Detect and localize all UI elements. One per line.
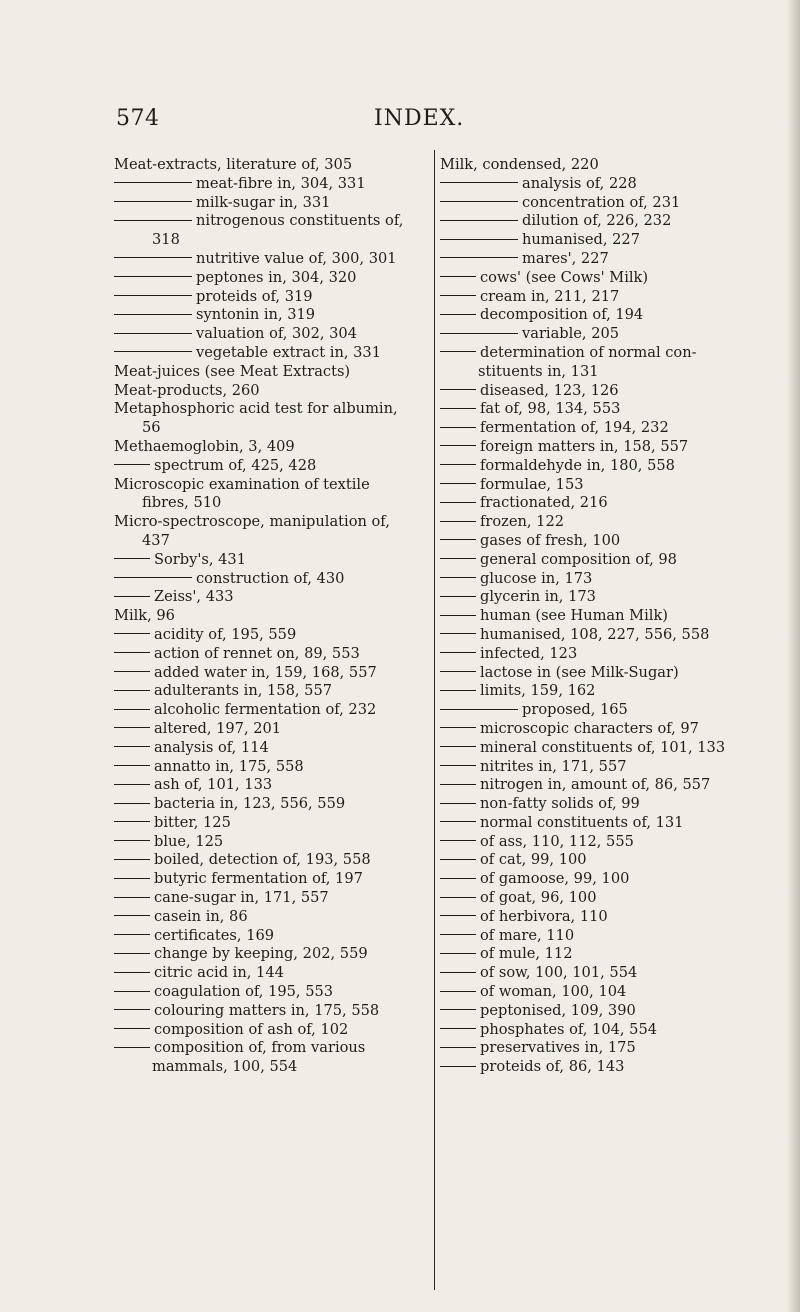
index-entry-text: decomposition of, 194 [480, 306, 644, 324]
index-entry-text: cane-sugar in, 171, 557 [154, 889, 329, 907]
index-entry [114, 382, 430, 401]
index-entry-text: proteids of, 86, 143 [480, 1058, 625, 1076]
index-entry [440, 269, 762, 288]
index-entry [114, 588, 430, 607]
ditto-dash [440, 652, 476, 653]
index-entry-text: general composition of, 98 [480, 550, 677, 568]
index-entry-text: microscopic characters of, 97 [480, 719, 699, 737]
index-entry [114, 156, 430, 175]
ditto-dash [440, 521, 476, 522]
index-entry [440, 664, 762, 683]
index-entry [440, 645, 762, 664]
ditto-dash [114, 915, 150, 916]
ditto-dash [440, 934, 476, 935]
index-entry [114, 701, 430, 720]
ditto-dash [114, 972, 150, 973]
index-entry [114, 776, 430, 795]
index-entry-text: fractionated, 216 [480, 494, 608, 512]
index-entry-text: frozen, 122 [480, 513, 565, 531]
ditto-dash [114, 690, 150, 691]
index-entry [114, 1039, 430, 1058]
index-column-right [440, 156, 762, 1312]
index-entry [114, 175, 430, 194]
index-entry-text: analysis of, 228 [522, 174, 637, 192]
index-entry-text: nitrogen in, amount of, 86, 557 [480, 776, 711, 794]
index-entry-text: alcoholic fermentation of, 232 [154, 701, 377, 719]
ditto-dash [440, 295, 476, 296]
ditto-dash [440, 727, 476, 728]
ditto-dash [114, 878, 150, 879]
index-entry-text: Micro-spectroscope, manipulation of, [114, 513, 390, 531]
index-entry [440, 175, 762, 194]
index-entry [440, 344, 762, 363]
index-entry [114, 870, 430, 889]
index-entry-text: formaldehyde in, 180, 558 [480, 456, 675, 474]
index-entry-text: Meat-juices (see Meat Extracts) [114, 362, 351, 380]
index-entry-text: fermentation of, 194, 232 [480, 419, 669, 437]
ditto-dash [114, 295, 192, 296]
ditto-dash [440, 765, 476, 766]
ditto-dash [114, 351, 192, 352]
index-entry-text: Metaphosphoric acid test for albumin, [114, 400, 398, 418]
index-entry [114, 212, 430, 231]
index-entry-text: blue, 125 [154, 832, 224, 850]
index-entry [440, 1039, 762, 1058]
index-entry-text: concentration of, 231 [522, 193, 681, 211]
index-entry-text: Milk, 96 [114, 607, 175, 625]
index-entry-text: non-fatty solids of, 99 [480, 795, 640, 813]
ditto-dash [114, 257, 192, 258]
index-entry-text: ash of, 101, 133 [154, 776, 273, 794]
index-entry [114, 814, 430, 833]
index-entry-text: of ass, 110, 112, 555 [480, 832, 634, 850]
index-entry-text: boiled, detection of, 193, 558 [154, 851, 371, 869]
index-entry [440, 983, 762, 1002]
ditto-dash [114, 314, 192, 315]
index-entry [114, 964, 430, 983]
index-entry [440, 513, 762, 532]
index-entry [440, 1058, 762, 1077]
index-entry [440, 833, 762, 852]
ditto-dash [440, 840, 476, 841]
index-entry-text: glucose in, 173 [480, 569, 593, 587]
ditto-dash [440, 483, 476, 484]
ditto-dash [440, 615, 476, 616]
ditto-dash [440, 464, 476, 465]
index-entry [440, 945, 762, 964]
ditto-dash [114, 558, 150, 559]
index-entry [440, 720, 762, 739]
index-entry [114, 570, 430, 589]
index-entry-text: spectrum of, 425, 428 [154, 456, 317, 474]
ditto-dash [114, 709, 150, 710]
ditto-dash [440, 991, 476, 992]
index-entry [440, 570, 762, 589]
index-entry-text: humanised, 108, 227, 556, 558 [480, 625, 710, 643]
ditto-dash [440, 671, 476, 672]
index-entry [114, 682, 430, 701]
ditto-dash [440, 201, 518, 202]
ditto-dash [114, 633, 150, 634]
index-entry-text: proteids of, 319 [196, 287, 313, 305]
ditto-dash [440, 596, 476, 597]
index-entry [114, 927, 430, 946]
index-entry [114, 400, 430, 419]
ditto-dash [114, 577, 192, 578]
index-entry-text: peptonised, 109, 390 [480, 1001, 636, 1019]
index-entry-text: citric acid in, 144 [154, 964, 284, 982]
ditto-dash [114, 727, 150, 728]
ditto-dash [114, 765, 150, 766]
index-entry [440, 682, 762, 701]
ditto-dash [114, 784, 150, 785]
index-entry [440, 1021, 762, 1040]
index-entry [440, 363, 762, 382]
index-entry [114, 457, 430, 476]
ditto-dash [440, 1009, 476, 1010]
index-column-left [114, 156, 430, 1312]
index-entry [114, 833, 430, 852]
index-entry [440, 494, 762, 513]
index-entry [440, 551, 762, 570]
index-entry [440, 419, 762, 438]
index-entry-text: Zeiss', 433 [154, 588, 234, 606]
ditto-dash [440, 389, 476, 390]
column-divider [434, 150, 435, 1290]
index-entry-text: 437 [142, 531, 170, 549]
index-entry-text: of gamoose, 99, 100 [480, 870, 630, 888]
index-entry-text: cows' (see Cows' Milk) [480, 268, 649, 286]
index-entry [114, 645, 430, 664]
ditto-dash [440, 821, 476, 822]
index-entry-text: construction of, 430 [196, 569, 345, 587]
ditto-dash [114, 953, 150, 954]
ditto-dash [440, 502, 476, 503]
ditto-dash [440, 784, 476, 785]
index-entry [114, 758, 430, 777]
index-entry-text: glycerin in, 173 [480, 588, 596, 606]
ditto-dash [114, 991, 150, 992]
index-entry-text: adulterants in, 158, 557 [154, 682, 333, 700]
ditto-dash [440, 427, 476, 428]
index-entry [440, 382, 762, 401]
index-entry [114, 945, 430, 964]
ditto-dash [440, 915, 476, 916]
index-entry [440, 438, 762, 457]
ditto-dash [440, 690, 476, 691]
ditto-dash [440, 351, 476, 352]
index-entry-text: fibres, 510 [142, 494, 222, 512]
ditto-dash [114, 464, 150, 465]
ditto-dash [440, 878, 476, 879]
index-entry [114, 438, 430, 457]
index-entry [440, 701, 762, 720]
index-entry [440, 795, 762, 814]
index-entry [114, 269, 430, 288]
ditto-dash [440, 539, 476, 540]
ditto-dash [114, 1047, 150, 1048]
index-entry [440, 457, 762, 476]
index-entry [114, 720, 430, 739]
ditto-dash [114, 803, 150, 804]
index-entry-text: syntonin in, 319 [196, 306, 316, 324]
index-entry [114, 532, 430, 551]
index-entry [440, 964, 762, 983]
index-entry-text: nitrites in, 171, 557 [480, 757, 627, 775]
index-entry [114, 607, 430, 626]
ditto-dash [440, 257, 518, 258]
index-entry-text: certificates, 169 [154, 926, 275, 944]
index-entry-text: limits, 159, 162 [480, 682, 596, 700]
index-entry-text: Microscopic examination of textile [114, 475, 370, 493]
ditto-dash [114, 1009, 150, 1010]
index-entry [440, 814, 762, 833]
index-entry [114, 476, 430, 495]
index-entry-text: of mule, 112 [480, 945, 573, 963]
index-entry-text: annatto in, 175, 558 [154, 757, 304, 775]
index-entry-text: phosphates of, 104, 554 [480, 1020, 658, 1038]
ditto-dash [114, 671, 150, 672]
index-entry-text: of mare, 110 [480, 926, 575, 944]
ditto-dash [440, 859, 476, 860]
page-header [116, 106, 620, 138]
ditto-dash [440, 220, 518, 221]
ditto-dash [440, 314, 476, 315]
index-entry-text: of sow, 100, 101, 554 [480, 964, 638, 982]
index-entry [114, 513, 430, 532]
ditto-dash [114, 746, 150, 747]
index-entry [114, 325, 430, 344]
index-entry [440, 250, 762, 269]
ditto-dash [440, 239, 518, 240]
index-entry-text: diseased, 123, 126 [480, 381, 619, 399]
index-entry-text: butyric fermentation of, 197 [154, 870, 363, 888]
index-entry-text: stituents in, 131 [478, 362, 599, 380]
ditto-dash [440, 1066, 476, 1067]
index-entry-text: of goat, 96, 100 [480, 889, 597, 907]
index-entry-text: of cat, 99, 100 [480, 851, 587, 869]
index-entry-text: Methaemoglobin, 3, 409 [114, 437, 295, 455]
index-entry-text: foreign matters in, 158, 557 [480, 437, 689, 455]
index-entry [114, 739, 430, 758]
index-entry [440, 306, 762, 325]
index-entry-text: of herbivora, 110 [480, 907, 608, 925]
index-entry [114, 363, 430, 382]
index-entry-text: preservatives in, 175 [480, 1039, 636, 1057]
index-entry-text: composition of, from various [154, 1039, 366, 1057]
ditto-dash [114, 897, 150, 898]
index-entry [114, 889, 430, 908]
ditto-dash [440, 633, 476, 634]
index-entry-text: gases of fresh, 100 [480, 531, 621, 549]
index-entry [114, 551, 430, 570]
index-entry [440, 194, 762, 213]
index-entry [440, 607, 762, 626]
index-entry [114, 851, 430, 870]
ditto-dash [440, 897, 476, 898]
index-entry [114, 194, 430, 213]
index-entry [440, 476, 762, 495]
index-entry-text: altered, 197, 201 [154, 719, 282, 737]
index-entry-text: lactose in (see Milk-Sugar) [480, 663, 679, 681]
index-entry-text: determination of normal con- [480, 343, 697, 361]
ditto-dash [440, 709, 518, 710]
ditto-dash [440, 953, 476, 954]
index-entry [114, 1021, 430, 1040]
index-entry [440, 851, 762, 870]
index-entry-text: 318 [152, 231, 180, 249]
ditto-dash [114, 276, 192, 277]
index-entry [440, 231, 762, 250]
index-entry [440, 927, 762, 946]
index-entry-text: bitter, 125 [154, 813, 231, 831]
ditto-dash [440, 182, 518, 183]
index-entry-text: coagulation of, 195, 553 [154, 983, 334, 1001]
index-entry-text: acidity of, 195, 559 [154, 625, 297, 643]
index-entry-text: Sorby's, 431 [154, 550, 246, 568]
index-entry-text: dilution of, 226, 232 [522, 212, 672, 230]
index-entry [114, 250, 430, 269]
index-entry [114, 288, 430, 307]
index-entry [440, 288, 762, 307]
index-entry [440, 776, 762, 795]
index-entry [440, 400, 762, 419]
index-entry [114, 306, 430, 325]
ditto-dash [440, 408, 476, 409]
index-entry [440, 1002, 762, 1021]
index-entry [114, 664, 430, 683]
index-entry-text: milk-sugar in, 331 [196, 193, 331, 211]
index-entry [440, 908, 762, 927]
index-entry-text: mammals, 100, 554 [152, 1058, 298, 1076]
index-entry [114, 983, 430, 1002]
index-entry [114, 344, 430, 363]
index-entry [440, 758, 762, 777]
index-entry-text: human (see Human Milk) [480, 607, 668, 625]
index-entry [114, 626, 430, 645]
ditto-dash [114, 596, 150, 597]
index-entry-text: vegetable extract in, 331 [196, 343, 381, 361]
ditto-dash [114, 934, 150, 935]
index-entry-text: formulae, 153 [480, 475, 584, 493]
index-entry-text: infected, 123 [480, 644, 578, 662]
ditto-dash [114, 859, 150, 860]
ditto-dash [440, 746, 476, 747]
index-entry [440, 212, 762, 231]
index-entry-text: nutritive value of, 300, 301 [196, 249, 397, 267]
index-entry-text: cream in, 211, 217 [480, 287, 620, 305]
index-entry-text: Milk, condensed, 220 [440, 156, 599, 173]
index-entry-text: 56 [142, 419, 161, 437]
index-entry-text: Meat-products, 260 [114, 381, 260, 399]
index-entry-text: valuation of, 302, 304 [196, 325, 358, 343]
ditto-dash [440, 558, 476, 559]
index-entry-text: normal constituents of, 131 [480, 813, 684, 831]
index-entry [114, 795, 430, 814]
index-entry [114, 231, 430, 250]
index-entry [114, 494, 430, 513]
index-entry-text: of woman, 100, 104 [480, 983, 627, 1001]
index-entry [440, 156, 762, 175]
index-entry [440, 739, 762, 758]
ditto-dash [114, 821, 150, 822]
ditto-dash [440, 276, 476, 277]
running-head: INDEX. [374, 106, 465, 131]
ditto-dash [114, 652, 150, 653]
ditto-dash [440, 1028, 476, 1029]
index-entry [114, 1002, 430, 1021]
index-entry-text: humanised, 227 [522, 231, 641, 249]
index-entry-text: variable, 205 [522, 325, 620, 343]
index-entry-text: added water in, 159, 168, 557 [154, 663, 377, 681]
ditto-dash [440, 445, 476, 446]
index-entry [440, 870, 762, 889]
index-entry [440, 325, 762, 344]
index-entry [440, 588, 762, 607]
ditto-dash [114, 220, 192, 221]
ditto-dash [440, 1047, 476, 1048]
index-entry [440, 532, 762, 551]
index-entry-text: analysis of, 114 [154, 738, 269, 756]
page-number: 574 [116, 106, 160, 131]
index-entry-text: nitrogenous constituents of, [196, 212, 404, 230]
ditto-dash [114, 201, 192, 202]
ditto-dash [440, 972, 476, 973]
ditto-dash [114, 333, 192, 334]
ditto-dash [440, 333, 518, 334]
index-entry-text: composition of ash of, 102 [154, 1020, 349, 1038]
ditto-dash [114, 182, 192, 183]
index-entry [114, 419, 430, 438]
index-entry-text: colouring matters in, 175, 558 [154, 1001, 380, 1019]
index-entry-text: bacteria in, 123, 556, 559 [154, 795, 346, 813]
ditto-dash [440, 577, 476, 578]
index-entry [440, 626, 762, 645]
index-entry [440, 889, 762, 908]
ditto-dash [114, 1028, 150, 1029]
index-entry-text: action of rennet on, 89, 553 [154, 644, 360, 662]
index-entry-text: casein in, 86 [154, 907, 248, 925]
page-edge-shadow [786, 0, 800, 1312]
index-entry-text: proposed, 165 [522, 701, 628, 719]
index-entry-text: change by keeping, 202, 559 [154, 945, 368, 963]
ditto-dash [114, 840, 150, 841]
index-entry [114, 908, 430, 927]
index-entry-text: Meat-extracts, literature of, 305 [114, 156, 353, 173]
index-entry [114, 1058, 430, 1077]
ditto-dash [440, 803, 476, 804]
index-entry-text: peptones in, 304, 320 [196, 268, 357, 286]
index-entry-text: mares', 227 [522, 249, 609, 267]
index-entry-text: mineral constituents of, 101, 133 [480, 738, 726, 756]
index-entry-text: meat-fibre in, 304, 331 [196, 174, 366, 192]
index-entry-text: fat of, 98, 134, 553 [480, 400, 621, 418]
